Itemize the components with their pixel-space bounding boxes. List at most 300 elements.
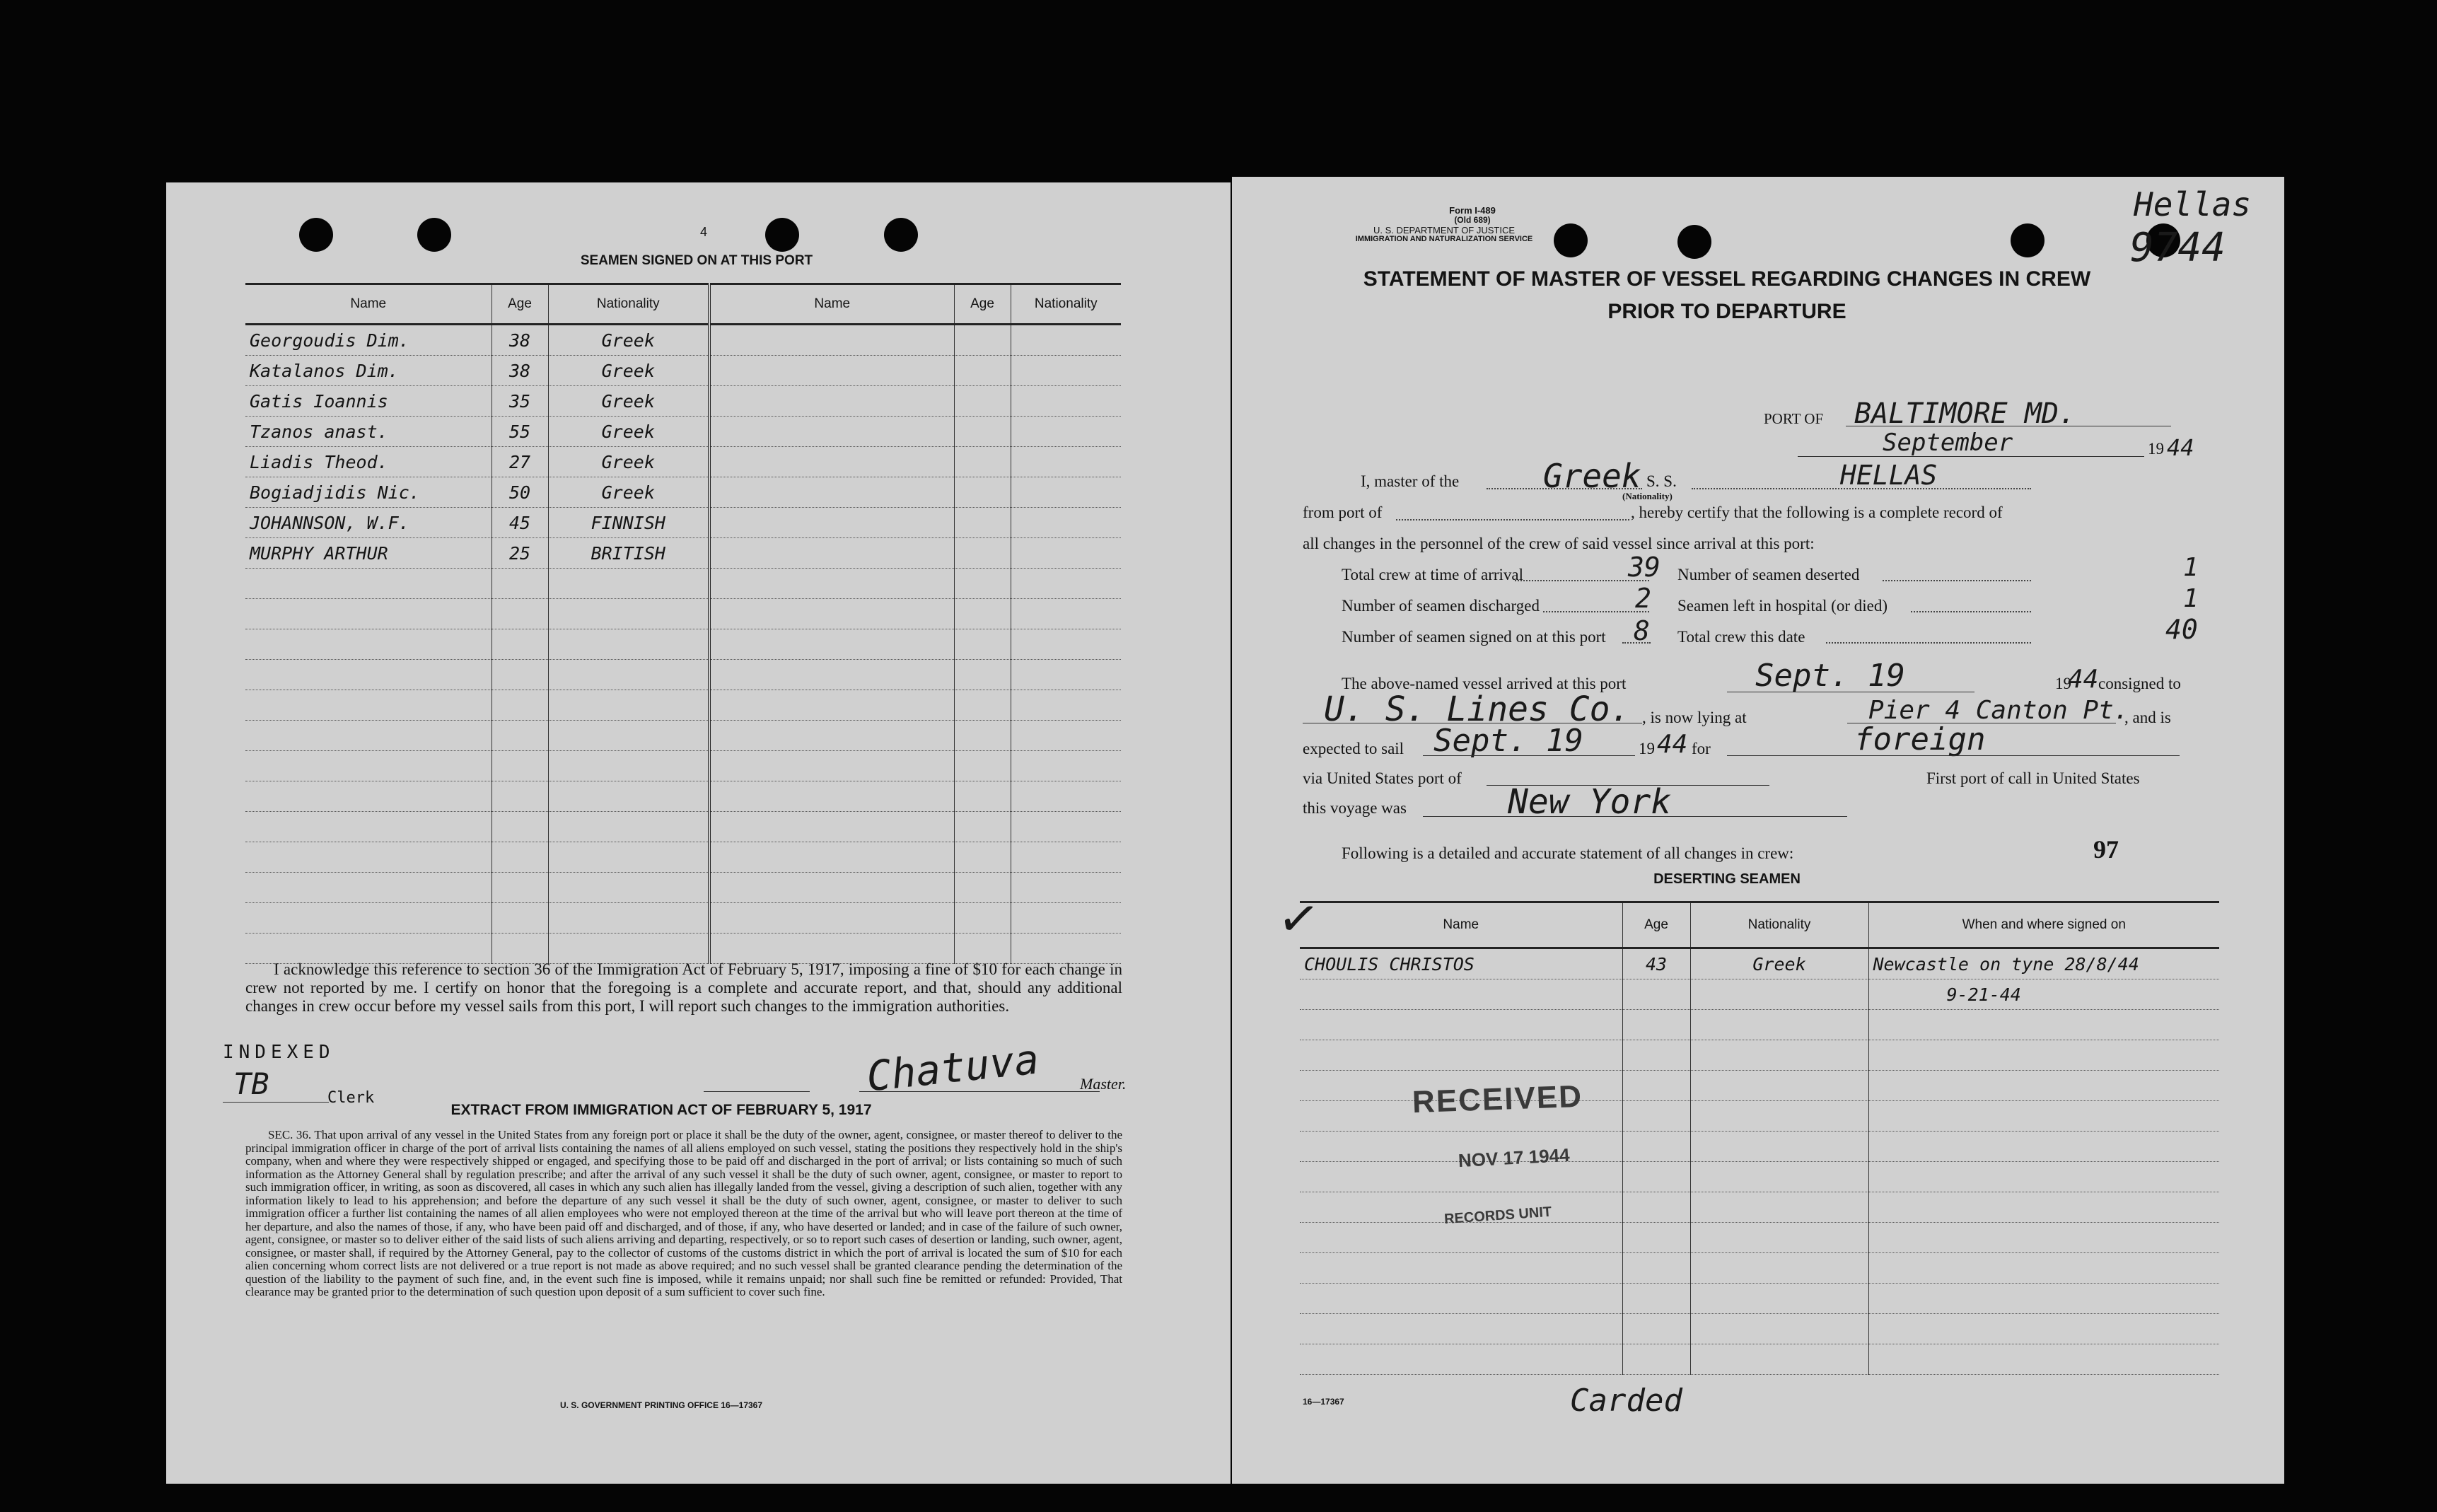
arrived-value: Sept. 19 [1755,658,1905,694]
cell-age [954,934,1011,964]
department: U. S. DEPARTMENT OF JUSTICE [1373,225,1516,235]
cell-signed-on [1868,1010,2219,1040]
received-stamp-date: NOV 17 1944 [1458,1144,1571,1172]
cell-signed-on [1868,1162,2219,1192]
cell-nationality [548,842,709,873]
cell-name [245,660,492,690]
cell-name: JOHANNSON, W.F. [245,508,492,538]
cell-name [1300,1010,1622,1040]
and-is-label: , and is [2124,709,2171,726]
cell-name: Bogiadjidis Nic. [245,477,492,508]
cell-age [954,477,1011,508]
cell-nationality [1011,751,1121,781]
cell-name [709,690,954,721]
cell-signed-on [1868,1314,2219,1344]
table-row [245,569,1121,599]
cell-age [954,873,1011,903]
cell-nationality [1690,1071,1868,1101]
year-prefix: 19 [2148,440,2164,458]
cell-name [709,447,954,477]
cell-age [1622,1192,1690,1223]
cell-age [954,325,1011,356]
table-header-row [1300,902,2219,948]
cell-nationality [1011,903,1121,934]
cell-nationality [1690,1344,1868,1375]
cell-age [1622,1132,1690,1162]
cell-age [492,569,548,599]
cell-name [245,599,492,629]
cell-signed-on: 9-21-44 [1868,979,2219,1010]
cell-age [492,934,548,964]
table-row [245,599,1121,629]
year-prefix: 19 [2055,675,2071,692]
cell-age [1622,1071,1690,1101]
date-year: 44 [2167,434,2194,461]
year-prefix: 19 [1639,740,1655,757]
port-label: PORT OF [1764,410,1824,427]
table-row [1300,1132,2219,1162]
received-stamp: RECEIVED [1412,1078,1583,1120]
for-value: foreign [1854,721,1986,757]
cell-nationality [548,781,709,812]
cell-nationality [1011,599,1121,629]
consigned-label: consigned to [2098,675,2181,692]
table-row [245,538,1121,569]
table-row [245,629,1121,660]
cell-age [954,356,1011,386]
page-number: 4 [699,225,707,239]
discharged-label: Number of seamen discharged [1342,597,1540,615]
table-row [245,477,1121,508]
cell-nationality: Greek [548,477,709,508]
cell-name [1300,1223,1622,1253]
lying-value: Pier 4 Canton Pt. [1868,696,2129,725]
cell-age [954,781,1011,812]
cell-nationality [1690,1040,1868,1071]
table-row [245,356,1121,386]
form-subtitle: PRIOR TO DEPARTURE [1607,300,1846,323]
table-row [245,447,1121,477]
column-header-nationality: Nationality [1690,902,1868,948]
cell-name [709,873,954,903]
cell-nationality: Greek [1690,948,1868,979]
cell-age: 50 [492,477,548,508]
cell-name [1300,1314,1622,1344]
page-counter: 97 [2093,835,2119,863]
cell-nationality [1690,1162,1868,1192]
cell-age [492,629,548,660]
table-row [1300,1040,2219,1071]
corner-note: Hellas [2134,185,2252,223]
bottom-note: Carded [1570,1383,1682,1419]
extract-title: EXTRACT FROM IMMIGRATION ACT OF FEBRUARY 5, 1917 [450,1102,872,1118]
cell-age [954,903,1011,934]
clerk-line [223,1102,329,1103]
table-row [1300,1253,2219,1284]
total-crew-arrival-value: 39 [1628,552,1660,583]
cell-name [245,903,492,934]
table-row [245,508,1121,538]
cell-nationality [1690,1314,1868,1344]
cell-name: Katalanos Dim. [245,356,492,386]
cell-age: 38 [492,325,548,356]
cell-signed-on [1868,1192,2219,1223]
form-title: STATEMENT OF MASTER OF VESSEL REGARDING CHANGES IN CREW [1363,267,2091,291]
table-row [245,873,1121,903]
cell-age [1622,1040,1690,1071]
total-today-value: 40 [2165,614,2198,645]
cell-age: 25 [492,538,548,569]
expected-label: expected to sail [1303,740,1404,757]
column-header-age: Age [954,284,1011,325]
cell-age [954,599,1011,629]
cell-nationality: Greek [548,325,709,356]
table-row [1300,1192,2219,1223]
cell-nationality [1011,812,1121,842]
cell-age [1622,1101,1690,1132]
cell-name [245,842,492,873]
cell-name [709,660,954,690]
table-row [245,690,1121,721]
cell-age [1622,1314,1690,1344]
cell-name [245,690,492,721]
following-label: Following is a detailed and accurate statement of all changes in crew: [1342,844,1794,862]
cell-age: 43 [1622,948,1690,979]
records-unit-stamp: RECORDS UNIT [1443,1204,1552,1228]
arrived-year: 44 [2068,665,2099,694]
cell-signed-on [1868,1071,2219,1101]
cell-nationality [1011,873,1121,903]
table-row [245,386,1121,417]
voyage-value: New York [1508,782,1672,822]
voyage-line [1423,816,1847,817]
punch-hole [2011,223,2045,257]
signature-line [859,1091,1100,1092]
cell-age [954,386,1011,417]
cell-nationality [1011,781,1121,812]
total-today-label: Total crew this date [1677,628,1805,646]
cell-name [1300,1253,1622,1284]
cell-age [492,660,548,690]
cell-age [492,781,548,812]
for-label: for [1692,740,1711,757]
table-row [245,325,1121,356]
cell-name [709,417,954,447]
via-label: via United States port of [1303,769,1462,787]
cell-name [1300,1344,1622,1375]
cell-nationality [1011,629,1121,660]
cell-age [954,538,1011,569]
footer-code: 16—17367 [1303,1397,1344,1407]
cell-age [954,812,1011,842]
cell-nationality [548,903,709,934]
table-row [245,721,1121,751]
service: IMMIGRATION AND NATURALIZATION SERVICE [1355,235,1533,243]
nationality-value: Greek [1543,457,1641,495]
cell-age [492,599,548,629]
cell-nationality [1011,325,1121,356]
cell-signed-on [1868,1284,2219,1314]
cell-signed-on [1868,1101,2219,1132]
table-row [1300,1010,2219,1040]
hospital-label: Seamen left in hospital (or died) [1677,597,1888,615]
lying-label: , is now lying at [1642,709,1747,726]
cell-nationality: Greek [548,356,709,386]
hospital-value: 1 [2183,584,2199,613]
cell-name [1300,1284,1622,1314]
cell-name [709,842,954,873]
cell-signed-on [1868,1223,2219,1253]
cell-nationality [548,934,709,964]
table-row [1300,979,2219,1010]
cell-nationality [548,873,709,903]
table-row [1300,1223,2219,1253]
cell-name [709,903,954,934]
deserted-value: 1 [2183,553,2199,582]
cell-nationality [548,629,709,660]
column-header-name: Name [709,284,954,325]
cell-name [245,569,492,599]
cell-age: 55 [492,417,548,447]
cell-age [1622,1344,1690,1375]
cell-age [492,751,548,781]
cell-name [709,569,954,599]
master-label: Master. [1080,1075,1127,1093]
cell-age: 45 [492,508,548,538]
dots-leader [1826,642,2031,644]
cell-age [492,842,548,873]
table-row [245,903,1121,934]
cell-nationality: Greek [548,386,709,417]
cell-nationality [1690,1132,1868,1162]
cell-age [492,812,548,842]
signature-line-left [704,1091,810,1092]
cell-signed-on [1868,1253,2219,1284]
form-old: (Old 689) [1454,215,1491,225]
cell-nationality: Greek [548,447,709,477]
cell-age [954,690,1011,721]
cell-name [709,386,954,417]
cell-nationality: Greek [548,417,709,447]
indexed-initials: TB [233,1066,269,1101]
cell-name [709,356,954,386]
corner-number: 9744 [2130,225,2226,271]
cell-name [709,477,954,508]
cell-age [954,508,1011,538]
table-row [245,812,1121,842]
right-page [1232,177,2284,1484]
cell-name: MURPHY ARTHUR [245,538,492,569]
cell-age [954,842,1011,873]
cell-age [1622,1162,1690,1192]
cell-age [1622,1284,1690,1314]
deserted-label: Number of seamen deserted [1677,566,1860,583]
certify-text: , hereby certify that the following is a complete record of [1631,504,2003,521]
cell-nationality [548,812,709,842]
cell-nationality [1690,1101,1868,1132]
table-row [1300,1162,2219,1192]
arrived-label: The above-named vessel arrived at this port [1342,675,1627,692]
cell-name [245,721,492,751]
cell-nationality [1011,721,1121,751]
cell-nationality: BRITISH [548,538,709,569]
signed-on-label: Number of seamen signed on at this port [1342,628,1606,646]
date-line [1798,456,2144,457]
cell-name [1300,979,1622,1010]
punch-hole [884,218,918,252]
cell-age [1622,1253,1690,1284]
column-header-nationality: Nationality [1011,284,1121,325]
cell-age [954,417,1011,447]
cell-name [245,751,492,781]
expected-line [1423,755,1635,756]
ship-name: HELLAS [1840,460,1938,491]
table-row [245,660,1121,690]
punch-hole [417,218,451,252]
cell-name [709,325,954,356]
cell-age [492,690,548,721]
column-header-name: Name [1300,902,1622,948]
all-changes-text: all changes in the personnel of the crew of said vessel since arrival at this port: [1303,535,1815,552]
cell-nationality [1690,1284,1868,1314]
clerk-label: Clerk [327,1089,375,1107]
table-row [245,934,1121,964]
cell-nationality [548,690,709,721]
left-page [166,182,1231,1484]
cell-name: Tzanos anast. [245,417,492,447]
cell-age: 35 [492,386,548,417]
cell-age [954,447,1011,477]
master-of-label: I, master of the [1361,472,1460,490]
dots-leader [1883,580,2031,581]
cell-age [954,629,1011,660]
cell-signed-on [1868,1040,2219,1071]
cell-name: Liadis Theod. [245,447,492,477]
punch-hole [765,218,799,252]
acknowledgement-text: I acknowledge this reference to section 36 of the Immigration Act of February 5, 1917, imposing a fine of $10 for each change in crew not reported by me. I certify on honor that the foregoing is a complete and accurate report, and that, should any additional changes in crew occur before my vessel sails from this port, I will report such changes to the immigration authorities. [245,960,1122,1015]
cell-name [709,751,954,781]
cell-signed-on [1868,1344,2219,1375]
cell-nationality: FINNISH [548,508,709,538]
cell-age [1622,1223,1690,1253]
cell-age: 38 [492,356,548,386]
table-row [1300,1344,2219,1375]
printer-line: U. S. GOVERNMENT PRINTING OFFICE 16—17367 [559,1400,763,1410]
cell-nationality [1011,842,1121,873]
extract-text: SEC. 36. That upon arrival of any vessel in the United States from any foreign port or place it shall be the duty of the owner, agent, consignee, or master thereof to deliver to the principal immigration officer in charge of the port of arrival lists containing the names of all aliens employed on such vessel, stating the positions they respectively hold in the ship's company, when and where they were respectively shipped or engaged, and specifying those to be paid off and discharged in the port of arrival; or lists containing so much of such information as the Attorney General shall by regulation prescribe; and after the arrival of any such vessel it shall be the duty of such owner, agent, consignee, or master to report to such immigration officer, in writing, as soon as discovered, all cases in which any such alien has illegally landed from the vessel, giving a description of such alien, together with any information likely to lead to his apprehension; and before the departure of any such vessel it shall be the duty of such owner, agent, consignee, or master to deliver to such immigration officer a further list containing the names of all alien employees who were not employed thereon at the time of the arrival but who will leave port thereon at the time of her departure, and also the names of those, if any, who have been paid off and discharged, and of those, if any, who have deserted or landed; and in case of the failure of such owner, agent, consignee, or master so to deliver either of the said lists of such aliens arriving and departing, respectively, or so to report such cases of desertion or landing, such owner, agent, consignee, or master shall, if required by the Attorney General, pay to the collector of customs of the customs district in which the port of arrival is located the sum of $10 for each alien concerning whom correct lists are not delivered or a true report is not made as above required; and no such vessel shall be granted clearance pending the determination of the question of the liability to the payment of such fine, and, in the event such fine is imposed, while it remains unpaid; nor shall such fine be remitted or refunded: Provided, That clearance may be granted prior to the determination of such question upon deposit of a sum sufficient to cover such fine. [245,1128,1122,1298]
punch-hole [299,218,333,252]
signed-on-value: 8 [1634,615,1650,646]
check-mark: ✓ [1276,882,1320,952]
cell-name [245,934,492,964]
cell-name [245,812,492,842]
from-port-line [1396,519,1629,521]
form-number: Form I-489 [1449,205,1496,216]
cell-name [1300,1040,1622,1071]
cell-nationality [1011,477,1121,508]
cell-name [245,873,492,903]
cell-name [709,629,954,660]
cell-name [709,934,954,964]
deserting-heading: DESERTING SEAMEN [1653,871,1801,887]
cell-name [245,781,492,812]
port-value: BALTIMORE MD. [1854,397,2076,430]
cell-nationality [1011,508,1121,538]
column-header-name: Name [245,284,492,325]
nationality-caption: (Nationality) [1622,491,1673,501]
first-port-label: First port of call in United States [1926,769,2140,787]
cell-age [1622,1010,1690,1040]
cell-name: CHOULIS CHRISTOS [1300,948,1622,979]
expected-year: 44 [1657,730,1688,759]
cell-nationality [1690,1010,1868,1040]
cell-age [954,660,1011,690]
cell-nationality [1690,979,1868,1010]
cell-nationality [1690,1253,1868,1284]
cell-nationality [1690,1223,1868,1253]
section-heading: SEAMEN SIGNED ON AT THIS PORT [580,253,813,268]
cell-nationality [1011,569,1121,599]
cell-nationality [548,569,709,599]
cell-name [709,508,954,538]
table-row [245,417,1121,447]
column-header-signed-on: When and where signed on [1868,902,2219,948]
ss-label: S. S. [1646,472,1677,490]
cell-nationality [1011,356,1121,386]
cell-nationality [1011,447,1121,477]
from-port-label: from port of [1303,504,1383,521]
cell-nationality [548,660,709,690]
table-row [1300,948,2219,979]
cell-nationality [1011,934,1121,964]
cell-age [954,721,1011,751]
column-header-age: Age [492,284,548,325]
indexed-stamp: INDEXED [223,1042,335,1063]
cell-name [709,781,954,812]
cell-age [492,903,548,934]
column-header-age: Age [1622,902,1690,948]
cell-age [492,873,548,903]
cell-nationality [548,751,709,781]
cell-nationality [1011,660,1121,690]
table-row [245,781,1121,812]
dots-leader [1911,611,2031,612]
voyage-label: this voyage was [1303,799,1407,817]
cell-nationality [1011,386,1121,417]
for-line [1727,755,2180,756]
seamen-signed-table [245,283,1121,964]
cell-nationality [1011,538,1121,569]
cell-name [709,599,954,629]
cell-signed-on [1868,1132,2219,1162]
cell-age [492,721,548,751]
cell-name [709,538,954,569]
cell-age [954,751,1011,781]
cell-name [245,629,492,660]
cell-nationality [1011,417,1121,447]
consignee: U. S. Lines Co. [1324,690,1631,729]
discharged-value: 2 [1635,583,1651,614]
cell-signed-on: Newcastle on tyne 28/8/44 [1868,948,2219,979]
cell-age [954,569,1011,599]
cell-nationality [1011,690,1121,721]
dots-leader [1543,611,1649,612]
cell-age: 27 [492,447,548,477]
date-month: September [1883,429,2013,457]
punch-hole [1677,225,1711,259]
table-row [1300,1314,2219,1344]
expected-value: Sept. 19 [1433,723,1583,759]
